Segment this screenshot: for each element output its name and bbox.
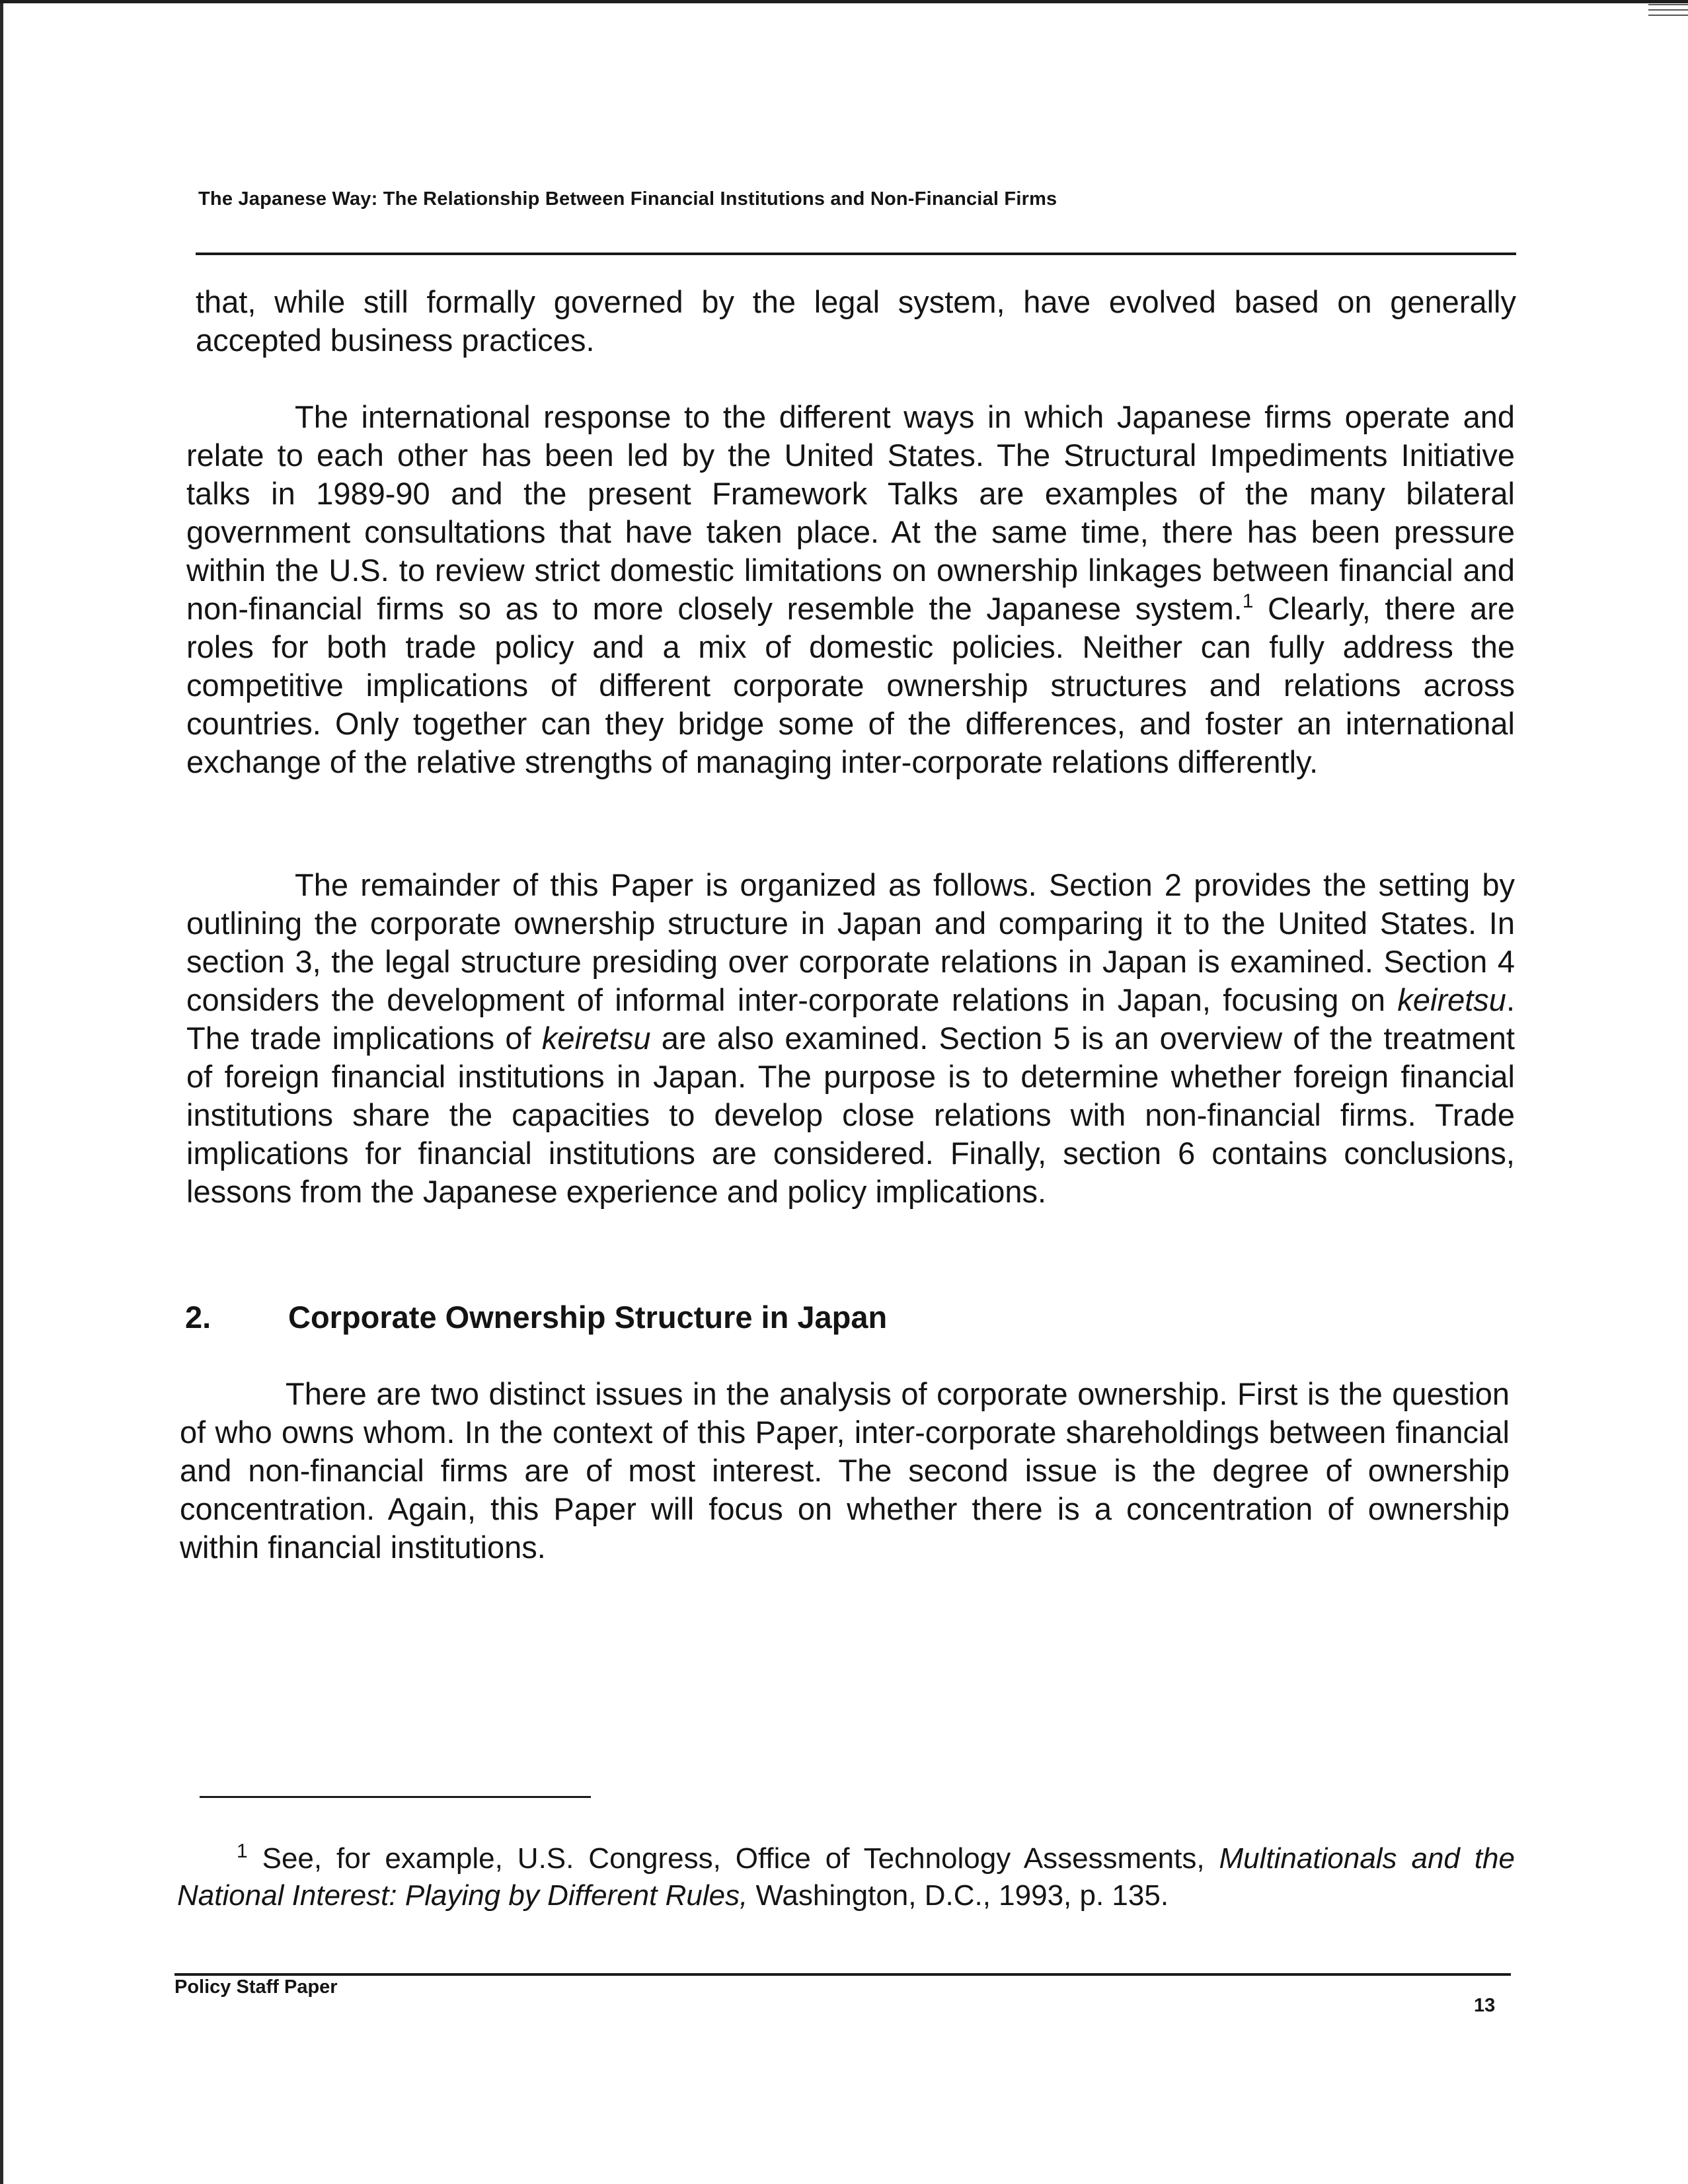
footnote-text-end: Washington, D.C., 1993, p. 135.: [748, 1879, 1169, 1912]
section-heading: Corporate Ownership Structure in Japan: [288, 1300, 888, 1335]
paragraph-international-response: [186, 398, 1515, 781]
header-rule: [196, 253, 1516, 255]
scan-top-edge: [0, 0, 1688, 3]
paragraph-text: are also examined. Section 5 is an overview of the treatment of foreign financial institutions in Japan. The purpose is to determine whether foreign financial institutions share the capacities to develop close relations with non-financial firms. Trade implications for financial institutions are considered. Finally, section 6 contains conclusions, lessons from the Japanese experience and policy implications.: [186, 1021, 1515, 1209]
footnote: [177, 1840, 1515, 1914]
paragraph-text: The international response to the different ways in which Japanese firms operate and relate to each other has been led by the United States. The Structural Impediments Initiative talks in 1989-90 and the present Framework Talks are examples of the many bilateral government consultations that have taken place. At the same time, there has been pressure within the U.S. to review strict domestic limitations on ownership linkages between financial and non-financial firms so as to more closely resemble the Japanese system.: [186, 399, 1515, 626]
footer-series-title: Policy Staff Paper: [174, 1976, 338, 1998]
footnote-cited-title: Multinationals and the National Interest: Playing by Different Rules,: [177, 1842, 1515, 1912]
section-number: 2.: [185, 1300, 211, 1335]
footnote-reference[interactable]: 1: [1242, 590, 1254, 612]
footnote-separator: [200, 1796, 591, 1798]
paragraph-text-continued: Clearly, there are roles for both trade policy and a mix of domestic policies. Neither can fully address the competitive implications of different corporate ownership structures and relations across countries. Only together can they bridge some of the differences, and foster an international exchange of the relative strengths of managing inter-corporate relations differently.: [186, 591, 1515, 779]
running-header: The Japanese Way: The Relationship Between Financial Institutions and Non-Financial Firms: [198, 188, 1057, 210]
scan-corner-marks: [1648, 0, 1688, 20]
paragraph-paper-organization: [186, 866, 1515, 1211]
page-number: 13: [1474, 1995, 1496, 2016]
footer-rule: [174, 1973, 1511, 1976]
keiretsu-term: keiretsu: [1397, 982, 1506, 1017]
paragraph-ownership-issues: There are two distinct issues in the analysis of corporate ownership. First is the question of who owns whom. In the context of this Paper, inter-corporate shareholdings between financial and non-financial firms are of most interest. The second issue is the degree of ownership concentration. Again, this Paper will focus on whether there is a concentration of ownership within financial institutions.: [180, 1376, 1510, 1565]
keiretsu-term: keiretsu: [541, 1021, 651, 1056]
paragraph-text: The remainder of this Paper is organized as follows. Section 2 provides the setting by outlining the corporate ownership structure in Japan and comparing it to the United States. In section 3, the legal structure presiding over corporate relations in Japan is examined. Section 4 considers the development of informal inter-corporate relations in Japan, focusing on: [186, 867, 1515, 1017]
continuation-paragraph: that, while still formally governed by the legal system, have evolved based on generally accepted business practices.: [196, 284, 1516, 358]
scan-left-edge: [0, 0, 3, 2184]
paragraph-text: . The trade implications of: [186, 982, 1515, 1056]
footnote-number: 1: [237, 1840, 248, 1862]
footnote-text: See, for example, U.S. Congress, Office of Technology Assessments,: [247, 1842, 1219, 1875]
